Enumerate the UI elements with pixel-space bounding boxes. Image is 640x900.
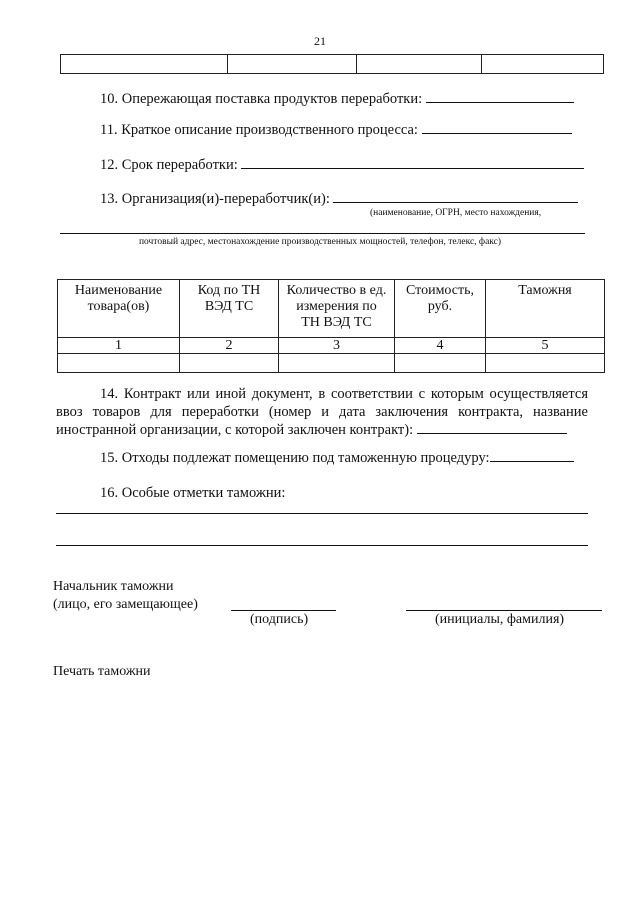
column-number: 2	[180, 338, 279, 354]
item-13-blank	[333, 190, 578, 203]
stamp-label: Печать таможни	[53, 664, 151, 679]
item-13-note: (наименование, ОГРН, место нахождения,	[370, 208, 542, 218]
signature-line	[231, 610, 336, 611]
header-cell-quantity: Количество в ед. измерения по ТН ВЭД ТС	[279, 280, 395, 338]
item-14-blank	[417, 421, 567, 434]
item-14-line-1: 14. Контракт или иной документ, в соответствии с которым осуществляется	[100, 386, 588, 402]
table-cell	[482, 55, 604, 74]
table-cell	[395, 354, 486, 373]
header-cell-customs: Таможня	[486, 280, 605, 338]
item-12	[100, 156, 584, 174]
signature-label: (подпись)	[250, 612, 309, 627]
item-16-label: 16. Особые отметки таможни:	[100, 485, 286, 501]
item-13-label: 13. Организация(и)-переработчик(и):	[100, 191, 330, 207]
table-cell	[58, 354, 180, 373]
table-cell	[486, 354, 605, 373]
item-10-label: 10. Опережающая поставка продуктов переработки:	[100, 91, 423, 107]
item-14-line-3: иностранной организации, с которой заключен контракт):	[56, 422, 414, 438]
table-row	[58, 338, 605, 354]
item-15	[100, 449, 574, 467]
page-number: 21	[314, 34, 326, 48]
item-15-blank	[490, 449, 574, 462]
name-label: (инициалы, фамилия)	[435, 612, 565, 627]
continued-table-row	[60, 54, 604, 74]
official-title: Начальник таможни (лицо, его замещающее)	[53, 579, 198, 612]
item-14-line-2: ввоз товаров для переработки (номер и дата заключения контракта, название	[56, 404, 588, 420]
item-13-line	[60, 233, 585, 234]
item-13	[100, 190, 578, 208]
header-cell-code: Код по ТН ВЭД ТС	[180, 280, 279, 338]
header-cell-name: Наименование товара(ов)	[58, 280, 180, 338]
table-cell	[61, 55, 228, 74]
table-header-row	[58, 280, 605, 338]
item-14	[56, 385, 588, 439]
table-cell	[180, 354, 279, 373]
item-12-label: 12. Срок переработки:	[100, 157, 238, 173]
item-13-note-2: почтовый адрес, местонахождение производственных мощностей, телефон, телекс, факс)	[138, 237, 502, 247]
name-line	[406, 610, 602, 611]
item-15-label: 15. Отходы подлежат помещению под таможенную процедуру:	[100, 450, 490, 466]
item-10	[100, 90, 574, 108]
item-16-line-2	[56, 545, 588, 546]
column-number: 5	[486, 338, 605, 354]
column-number: 1	[58, 338, 180, 354]
item-16-line-1	[56, 513, 588, 514]
table-cell	[279, 354, 395, 373]
table-cell	[228, 55, 357, 74]
goods-table	[57, 279, 605, 373]
item-11	[100, 121, 572, 139]
table-cell	[357, 55, 482, 74]
item-11-blank	[422, 121, 572, 134]
table-row	[58, 354, 605, 373]
column-number: 4	[395, 338, 486, 354]
item-11-label: 11. Краткое описание производственного процесса:	[100, 122, 418, 138]
item-12-blank	[241, 156, 584, 169]
header-cell-cost: Стоимость, руб.	[395, 280, 486, 338]
item-16	[100, 485, 285, 502]
item-10-blank	[426, 90, 574, 103]
column-number: 3	[279, 338, 395, 354]
